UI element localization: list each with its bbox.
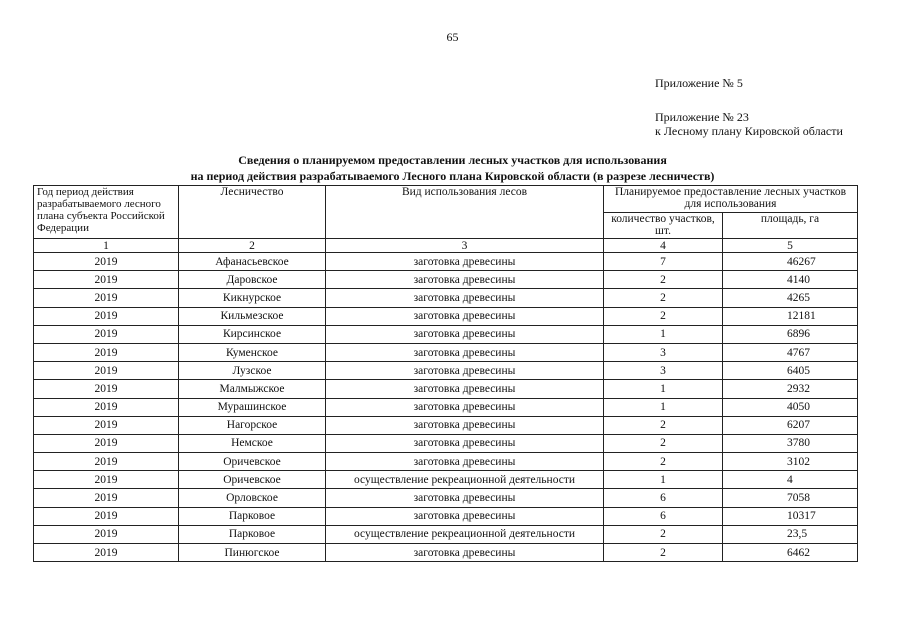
appendix-23-label: Приложение № 23 [655, 110, 749, 124]
forestry-cell: Даровское [179, 271, 326, 289]
column-number: 5 [723, 239, 858, 253]
year-cell: 2019 [34, 362, 179, 380]
appendix-5-label: Приложение № 5 [655, 76, 743, 90]
forest-use-cell: заготовка древесины [326, 416, 604, 434]
forestry-cell: Немское [179, 434, 326, 452]
table-row [34, 544, 858, 562]
plot-count-cell: 2 [604, 307, 723, 325]
plot-count-cell: 2 [604, 289, 723, 307]
year-cell: 2019 [34, 343, 179, 361]
table-row [34, 434, 858, 452]
forest-use-cell: заготовка древесины [326, 489, 604, 507]
appendix-23-subtitle: к Лесному плану Кировской области [655, 124, 843, 138]
forestry-cell: Парковое [179, 525, 326, 543]
plot-count-cell: 1 [604, 398, 723, 416]
table-header-row [34, 186, 858, 213]
year-cell: 2019 [34, 325, 179, 343]
table-row [34, 398, 858, 416]
area-cell [723, 343, 858, 361]
header-plot-count: количество участков, шт. [604, 213, 723, 239]
forestry-cell: Малмыжское [179, 380, 326, 398]
area-value: 12181 [787, 310, 816, 323]
document-title-line2: на период действия разрабатываемого Лесного плана Кировской области (в разрезе лесничеств) [190, 169, 715, 183]
forest-use-cell: заготовка древесины [326, 271, 604, 289]
area-value: 4767 [787, 346, 811, 359]
area-cell [723, 544, 858, 562]
forestry-cell: Кикнурское [179, 289, 326, 307]
area-cell [723, 489, 858, 507]
year-cell: 2019 [34, 398, 179, 416]
area-cell [723, 271, 858, 289]
year-cell: 2019 [34, 289, 179, 307]
area-value: 7058 [787, 492, 811, 505]
forestry-cell: Мурашинское [179, 398, 326, 416]
year-cell: 2019 [34, 253, 179, 271]
forest-use-cell: осуществление рекреационной деятельности [326, 525, 604, 543]
area-cell [723, 289, 858, 307]
year-cell: 2019 [34, 507, 179, 525]
plot-count-cell: 7 [604, 253, 723, 271]
year-cell: 2019 [34, 525, 179, 543]
forestry-cell: Лузское [179, 362, 326, 380]
year-cell: 2019 [34, 453, 179, 471]
column-number: 3 [326, 239, 604, 253]
header-area: площадь, га [723, 213, 858, 239]
forest-use-cell: заготовка древесины [326, 380, 604, 398]
area-value: 6405 [787, 364, 811, 377]
table-row [34, 380, 858, 398]
forest-use-cell: заготовка древесины [326, 362, 604, 380]
forestry-cell: Кирсинское [179, 325, 326, 343]
area-cell [723, 416, 858, 434]
forestry-cell: Нагорское [179, 416, 326, 434]
area-cell [723, 307, 858, 325]
plot-count-cell: 2 [604, 525, 723, 543]
forestry-cell: Оричевское [179, 453, 326, 471]
forest-use-cell: заготовка древесины [326, 307, 604, 325]
forest-use-cell: заготовка древесины [326, 544, 604, 562]
year-cell: 2019 [34, 271, 179, 289]
forestry-cell: Пинюгское [179, 544, 326, 562]
table-row [34, 325, 858, 343]
year-cell: 2019 [34, 544, 179, 562]
area-cell [723, 507, 858, 525]
area-cell [723, 325, 858, 343]
column-number: 4 [604, 239, 723, 253]
area-cell [723, 434, 858, 452]
area-value: 3780 [787, 437, 811, 450]
area-value: 6896 [787, 328, 811, 341]
table-row [34, 416, 858, 434]
area-value: 4050 [787, 401, 811, 414]
forest-plots-table [33, 185, 858, 562]
plot-count-cell: 6 [604, 507, 723, 525]
table-row [34, 507, 858, 525]
area-value: 4140 [787, 273, 811, 286]
table-row [34, 453, 858, 471]
forestry-cell: Оричевское [179, 471, 326, 489]
forestry-cell: Кильмезское [179, 307, 326, 325]
area-cell [723, 380, 858, 398]
area-cell [723, 453, 858, 471]
forest-use-cell: заготовка древесины [326, 343, 604, 361]
forest-use-cell: заготовка древесины [326, 289, 604, 307]
area-value: 6207 [787, 419, 811, 432]
table-row [34, 362, 858, 380]
area-cell [723, 253, 858, 271]
plot-count-cell: 1 [604, 325, 723, 343]
table-body [34, 253, 858, 562]
area-value: 23,5 [787, 528, 808, 541]
forest-use-cell: заготовка древесины [326, 253, 604, 271]
header-year-period: Год период действия разрабатываемого лесного плана субъекта Российской Федерации [34, 186, 179, 239]
area-cell [723, 398, 858, 416]
column-number-row [34, 239, 858, 253]
column-number: 2 [179, 239, 326, 253]
year-cell: 2019 [34, 307, 179, 325]
table-row [34, 271, 858, 289]
year-cell: 2019 [34, 489, 179, 507]
column-number: 1 [34, 239, 179, 253]
plot-count-cell: 3 [604, 343, 723, 361]
forest-use-cell: заготовка древесины [326, 434, 604, 452]
forestry-cell: Орловское [179, 489, 326, 507]
area-cell [723, 471, 858, 489]
header-forestry: Лесничество [179, 186, 326, 239]
header-planned-provision: Планируемое предоставление лесных участков для использования [604, 186, 858, 213]
year-cell: 2019 [34, 416, 179, 434]
area-value: 6462 [787, 546, 811, 559]
forest-use-cell: заготовка древесины [326, 453, 604, 471]
header-forest-use: Вид использования лесов [326, 186, 604, 239]
forest-use-cell: заготовка древесины [326, 325, 604, 343]
forestry-cell: Парковое [179, 507, 326, 525]
plot-count-cell: 2 [604, 434, 723, 452]
plot-count-cell: 2 [604, 544, 723, 562]
area-value: 10317 [787, 510, 816, 523]
forestry-cell: Афанасьевское [179, 253, 326, 271]
table-row [34, 525, 858, 543]
table-row [34, 253, 858, 271]
table-row [34, 289, 858, 307]
area-value: 4265 [787, 291, 811, 304]
plot-count-cell: 6 [604, 489, 723, 507]
area-cell [723, 362, 858, 380]
plot-count-cell: 2 [604, 416, 723, 434]
plot-count-cell: 2 [604, 271, 723, 289]
page-number: 65 [446, 30, 459, 44]
forestry-cell: Куменское [179, 343, 326, 361]
table-row [34, 471, 858, 489]
table-row [34, 343, 858, 361]
forest-use-cell: осуществление рекреационной деятельности [326, 471, 604, 489]
area-value: 46267 [787, 255, 816, 268]
year-cell: 2019 [34, 380, 179, 398]
table-row [34, 307, 858, 325]
table-row [34, 489, 858, 507]
document-title-line1: Сведения о планируемом предоставлении лесных участков для использования [238, 153, 667, 167]
plot-count-cell: 1 [604, 471, 723, 489]
area-value: 4 [787, 473, 793, 486]
area-cell [723, 525, 858, 543]
plot-count-cell: 2 [604, 453, 723, 471]
plot-count-cell: 3 [604, 362, 723, 380]
year-cell: 2019 [34, 434, 179, 452]
forest-use-cell: заготовка древесины [326, 398, 604, 416]
plot-count-cell: 1 [604, 380, 723, 398]
forest-use-cell: заготовка древесины [326, 507, 604, 525]
appendix-23-block [655, 110, 843, 138]
area-value: 2932 [787, 382, 811, 395]
year-cell: 2019 [34, 471, 179, 489]
area-value: 3102 [787, 455, 811, 468]
